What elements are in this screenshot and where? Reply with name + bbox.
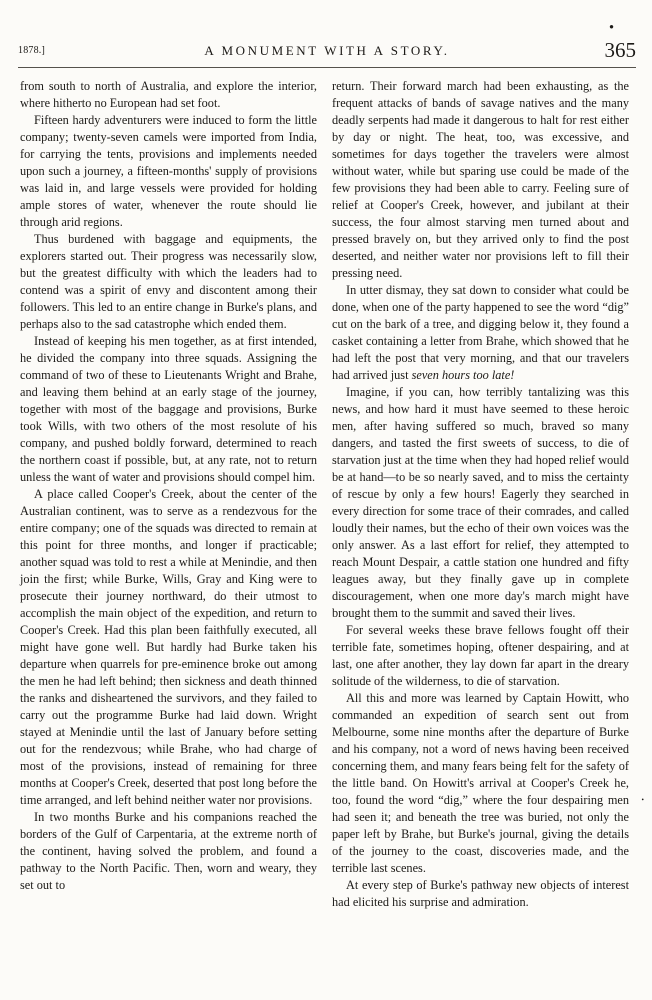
left-paragraph-3: Thus burdened with baggage and equipments, the explorers started out. Their progress was necessarily slow, but the greatest difficulty with which the leaders had to contend was a spirit of envy and discontent among their followers. This led to an entire change in Burke's plans, and perhaps also to the sad catastrophe which ended them.: [20, 232, 317, 331]
margin-mark: •: [641, 796, 644, 804]
header-rule: [18, 67, 636, 68]
right-paragraph-6: At every step of Burke's pathway new objects of interest had elicited his surprise and admiration.: [332, 878, 629, 909]
right-paragraph-4: For several weeks these brave fellows fought off their terrible fate, sometimes hoping, oftener despairing, and at last, one after another, they lay down far apart in the dreary solitude of the wilderness, to die of starvation.: [332, 623, 629, 688]
right-paragraph-1: return. Their forward march had been exhausting, as the frequent attacks of bands of savage natives and the many deadly serpents had made it dangerous to halt for rest either by day or night. The heat, too, was excessive, and sometimes for days together the travelers were almost without water, while but sparing use could be made of the few provisions they had been able to carry. Feeling sure of relief at Cooper's Creek, however, and jubilant at their success, the four almost starving men turned about and pressed bravely on, but they arrived only to find the post deserted, and neither water nor provisions left to fill their pressing need.: [332, 79, 629, 280]
right-paragraph-2-text: In utter dismay, they sat down to consider what could be done, when one of the party happened to see the word “dig” cut on the bark of a tree, and digging below it, they found a casket containing a letter from Brahe, which showed that he had left the post that very morning, and that our travelers had arrived just: [332, 283, 629, 382]
left-paragraph-6: In two months Burke and his companions reached the borders of the Gulf of Carpentaria, at the extreme north of the continent, having solved the problem, and found a pathway to the North Pacific. Then, worn and weary, they set out to: [20, 810, 317, 892]
page-number: 365: [604, 38, 636, 62]
left-paragraph-2: Fifteen hardy adventurers were induced to form the little company; twenty-seven camels were imported from India, for carrying the tents, provisions and implements needed upon such a journey, a fifteen-months' supply of provisions was laid in, and large vessels were provided for holding ample stores of water, whenever the route should lie through arid regions.: [20, 113, 317, 229]
header-year: 1878.]: [18, 45, 46, 56]
right-paragraph-2-italic: seven hours too late!: [411, 368, 515, 382]
right-paragraph-2: [332, 282, 629, 384]
corner-mark: ●: [609, 22, 614, 31]
running-header: [18, 40, 636, 70]
right-paragraph-5: All this and more was learned by Captain Howitt, who commanded an expedition of search sent out from Melbourne, some nine months after the departure of Burke and his company, not a word of news having been received concerning them, and many fears being felt for the safety of the little band. On Howitt's arrival at Cooper's Creek he, too, found the word “dig,” where the four despairing men had seen it; and beneath the tree was buried, not only the paper left by Brahe, but Burke's journal, giving the details of the journey to the coast, discoveries made, and the terrible last scenes.: [332, 691, 629, 875]
left-paragraph-5: A place called Cooper's Creek, about the center of the Australian continent, was to serve as a rendezvous for the entire company; one of the squads was directed to remain at this point for three months, and longer if practicable; another squad was told to rest a while at Menindie, and then join the first; while Burke, Wills, Gray and King were to prosecute their journey northward, do their utmost to accomplish the main object of the expedition, and return to Cooper's Creek. Had this plan been faithfully executed, all might have gone well. But hardly had Burke taken his departure when quarrels for pre-eminence broke out among the men he had left behind; then sickness and death thinned the ranks and disheartened the survivors, and they failed to carry out the programme Burke had laid down. Wright stayed at Menindie until the last of January before setting out for the rendezvous; while Brahe, who had charge of most of the provisions, instead of remaining for three months at Cooper's Creek, deserted that post long before the time arranged, and left behind neither water nor provisions.: [20, 487, 317, 807]
left-column: [20, 78, 317, 894]
right-paragraph-3: Imagine, if you can, how terribly tantalizing was this news, and how hard it must have seemed to these heroic men, after having suffered so much, braved so many dangers, and tasted the first sweets of success, to die of starvation just at the time when they had hoped relief would be at hand—to be so nearly saved, and to miss the certainty of rescue by only a few hours! Eagerly they searched in every direction for some trace of their comrades, and called loudly their names, but the echo of their own voices was the only answer. As a last effort for relief, they attempted to reach Mount Despair, a cattle station one hundred and fifty leagues away, but they finally gave up in complete discouragement, when one more day's march might have brought them to the summit and saved their lives.: [332, 385, 629, 620]
left-paragraph-1: from south to north of Australia, and explore the interior, where hitherto no European had set foot.: [20, 79, 317, 110]
header-title: A MONUMENT WITH A STORY.: [204, 43, 450, 58]
right-column: [332, 78, 629, 911]
left-paragraph-4: Instead of keeping his men together, as at first intended, he divided the company into three squads. Assigning the command of two of these to Lieutenants Wright and Brahe, and leaving them behind at an early stage of the journey, together with most of the baggage and provisions, Burke took Wills, with two others of the most resolute of his company, and pushed boldly forward, determined to reach the northern coast if possible, but, at any rate, not to return unless the want of water and provisions should compel him.: [20, 334, 317, 484]
